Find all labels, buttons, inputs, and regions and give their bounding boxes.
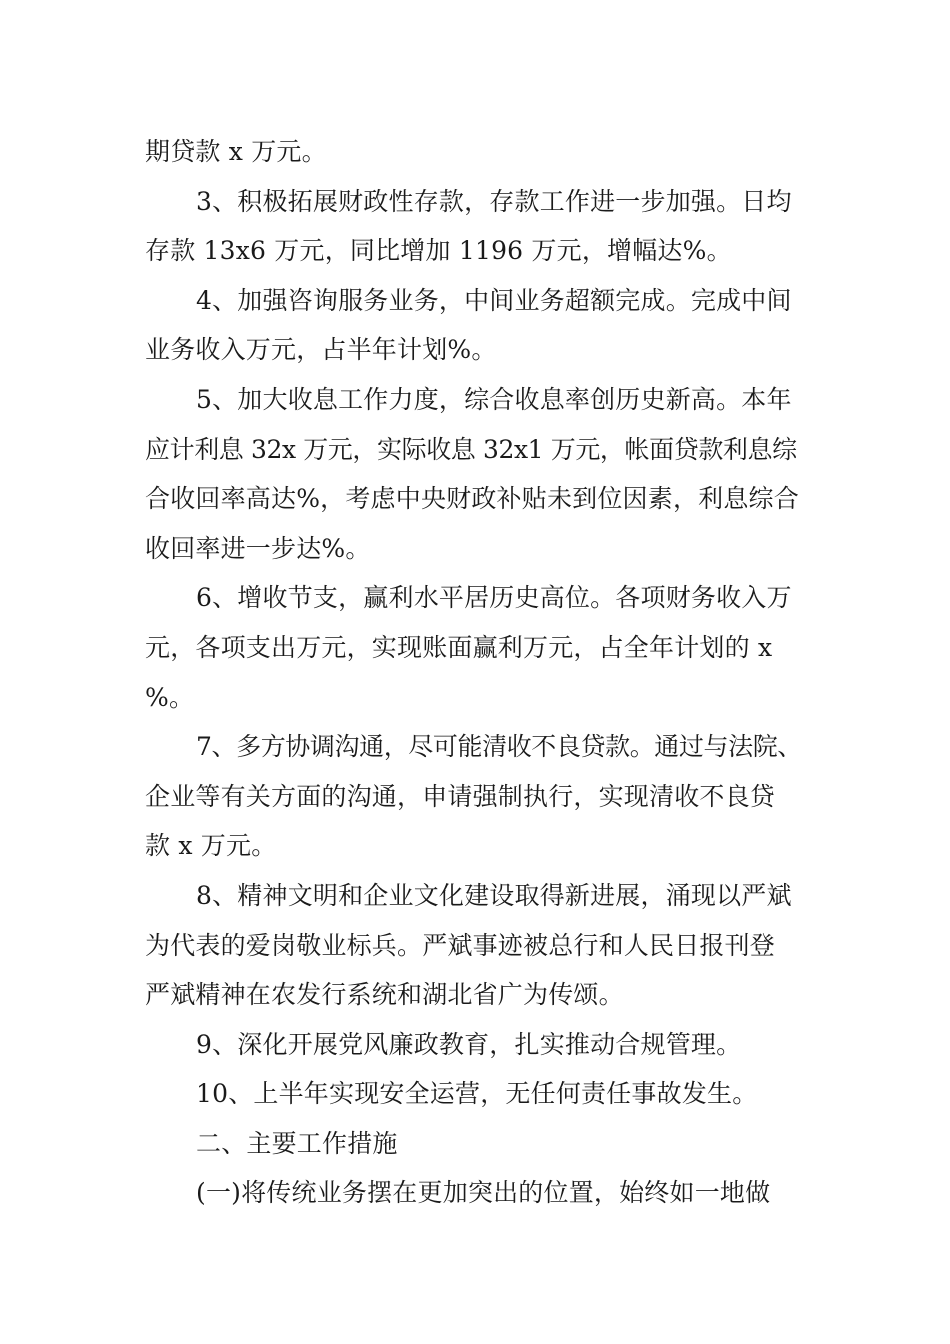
text-line: 9、深化开展党风廉政教育，扎实推动合规管理。 — [196, 1029, 742, 1059]
text-line: 严斌精神在农发行系统和湖北省广为传颂。 — [145, 980, 624, 1010]
text-line: 款 x 万元。 — [145, 831, 277, 861]
text-line: 6、增收节支，赢利水平居历史高位。各项财务收入万 — [196, 583, 792, 613]
text-line: 存款 13x6 万元，同比增加 1196 万元，增幅达%。 — [145, 236, 732, 266]
text-line: 元，各项支出万元，实现账面赢利万元，占全年计划的 x — [145, 632, 773, 662]
text-line: 业务收入万元，占半年计划%。 — [145, 335, 497, 365]
text-line: (一)将传统业务摆在更加突出的位置，始终如一地做 — [196, 1178, 771, 1208]
text-line: 4、加强咨询服务业务，中间业务超额完成。完成中间 — [196, 285, 792, 315]
text-line: 合收回率高达%，考虑中央财政补贴未到位因素，利息综合 — [145, 484, 799, 514]
section-heading: 二、主要工作措施 — [196, 1128, 398, 1158]
text-line: 为代表的爱岗敬业标兵。严斌事迹被总行和人民日报刊登 — [145, 930, 776, 960]
text-line: 5、加大收息工作力度，综合收息率创历史新高。本年 — [196, 384, 792, 414]
text-line: 10、上半年实现安全运营，无任何责任事故发生。 — [196, 1079, 758, 1109]
text-line: 企业等有关方面的沟通，申请强制执行，实现清收不良贷 — [145, 781, 776, 811]
text-line: 期贷款 x 万元。 — [145, 137, 327, 166]
document-body — [145, 127, 815, 1218]
text-line: 3、积极拓展财政性存款，存款工作进一步加强。日均 — [196, 186, 792, 216]
text-line: %。 — [145, 682, 195, 712]
text-line: 收回率进一步达%。 — [145, 533, 371, 563]
text-line: 7、多方协调沟通，尽可能清收不良贷款。通过与法院、 — [196, 732, 802, 762]
text-line: 8、精神文明和企业文化建设取得新进展，涌现以严斌 — [196, 880, 792, 910]
text-line: 应计利息 32x 万元，实际收息 32x1 万元，帐面贷款利息综 — [145, 434, 797, 464]
